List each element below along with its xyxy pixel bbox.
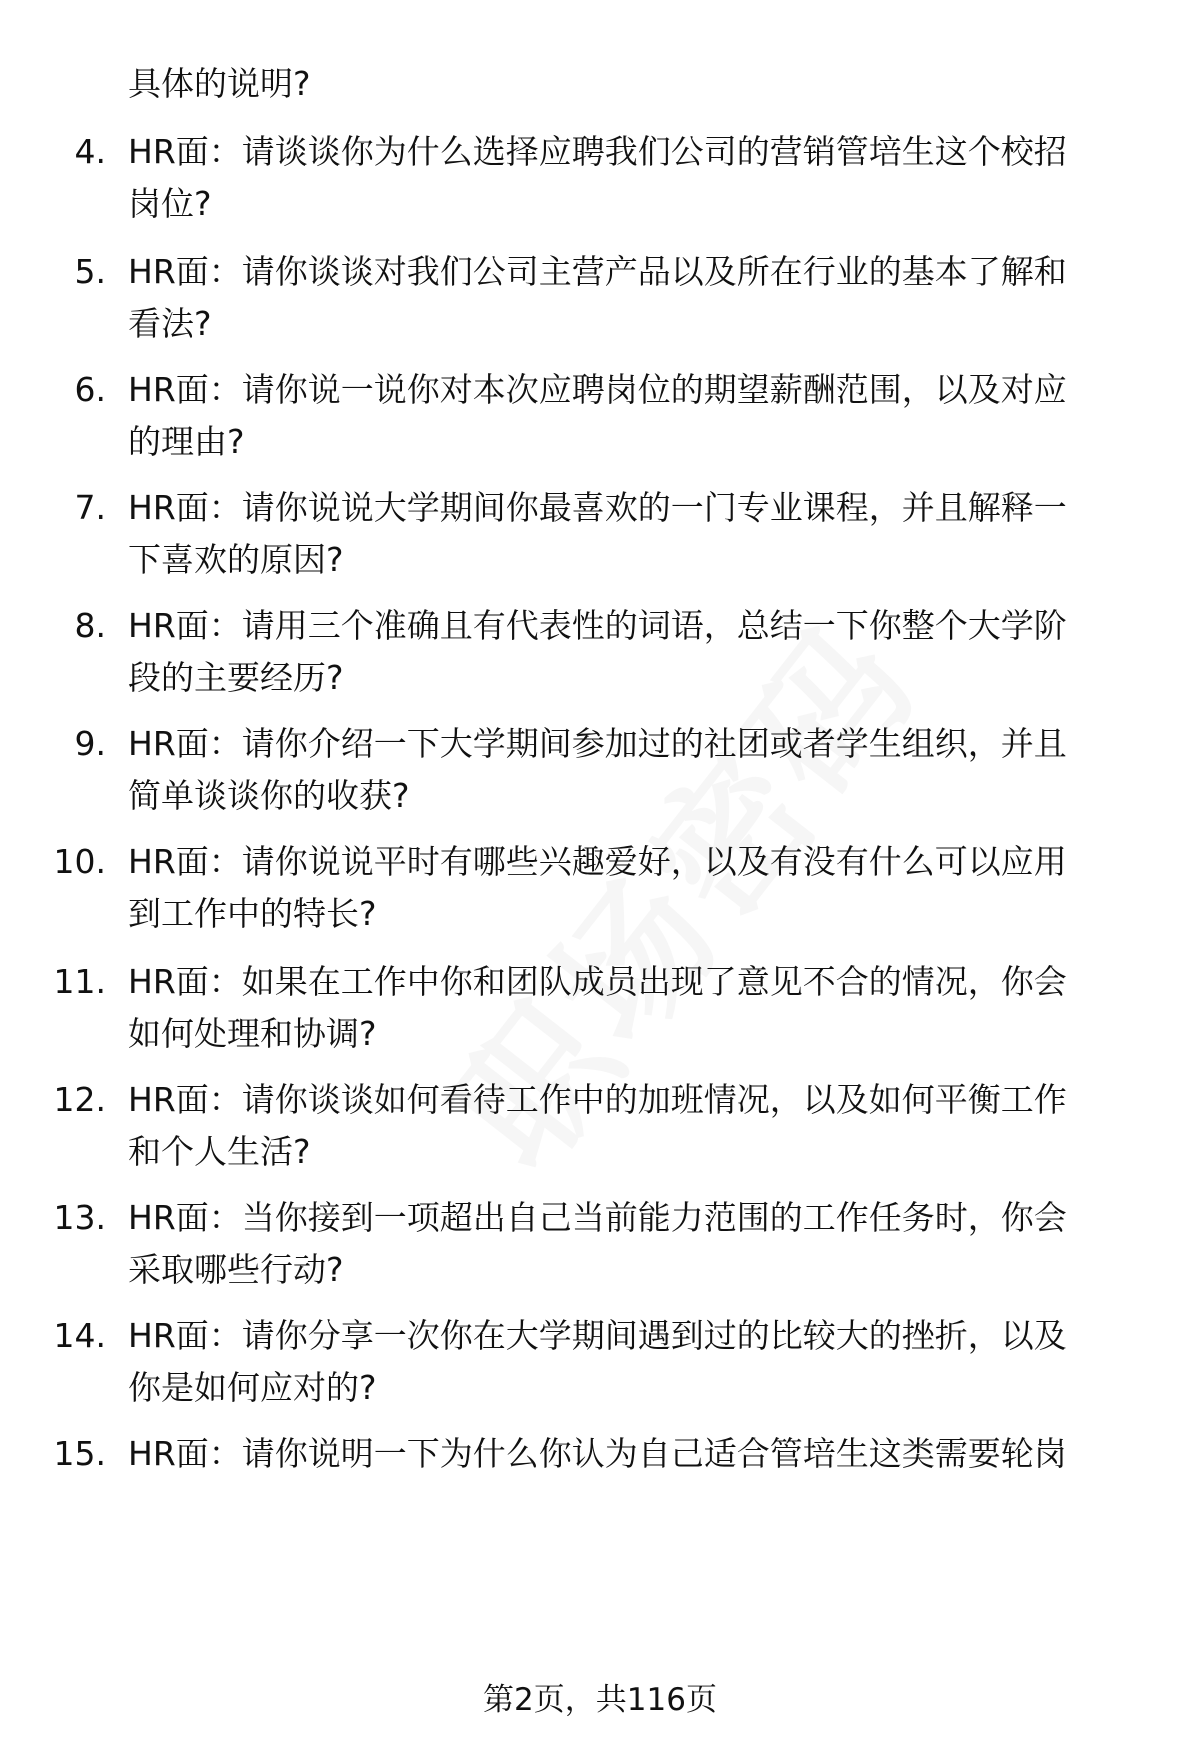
question-line: 的理由? — [128, 422, 245, 461]
question-item — [0, 836, 1200, 946]
question-line: HR面：请你分享一次你在大学期间遇到过的比较大的挫折，以及 — [128, 1316, 1067, 1355]
page-footer: 第2页，共116页 — [483, 1682, 717, 1718]
question-text — [128, 126, 1168, 230]
question-number: 4. — [74, 132, 106, 171]
question-line: HR面：请用三个准确且有代表性的词语，总结一下你整个大学阶 — [128, 606, 1067, 645]
question-line: 和个人生活? — [128, 1132, 311, 1171]
question-item — [0, 1428, 1200, 1538]
question-number: 9. — [74, 724, 106, 763]
question-item — [0, 126, 1200, 236]
question-line: HR面：请你谈谈如何看待工作中的加班情况，以及如何平衡工作 — [128, 1080, 1067, 1119]
question-line: 简单谈谈你的收获? — [128, 776, 410, 815]
question-text — [128, 1074, 1168, 1178]
question-line: HR面：请你谈谈对我们公司主营产品以及所在行业的基本了解和 — [128, 252, 1067, 291]
question-item — [0, 1074, 1200, 1184]
question-item — [0, 364, 1200, 474]
question-line: HR面：请你说一说你对本次应聘岗位的期望薪酬范围，以及对应 — [128, 370, 1067, 409]
question-line: HR面：请你介绍一下大学期间参加过的社团或者学生组织，并且 — [128, 724, 1067, 763]
question-line: 采取哪些行动? — [128, 1250, 344, 1289]
question-line: 下喜欢的原因? — [128, 540, 344, 579]
question-text — [128, 1310, 1168, 1414]
question-item — [0, 1310, 1200, 1420]
question-text — [128, 364, 1168, 468]
question-line: 岗位? — [128, 184, 212, 223]
question-line: 你是如何应对的? — [128, 1368, 377, 1407]
question-number: 6. — [74, 370, 106, 409]
question-text — [128, 956, 1168, 1060]
question-line: HR面：当你接到一项超出自己当前能力范围的工作任务时，你会 — [128, 1198, 1067, 1237]
question-line: HR面：请谈谈你为什么选择应聘我们公司的营销管培生这个校招 — [128, 132, 1067, 171]
question-item — [0, 1192, 1200, 1302]
question-item — [0, 600, 1200, 710]
question-line: HR面：如果在工作中你和团队成员出现了意见不合的情况，你会 — [128, 962, 1067, 1001]
question-line: HR面：请你说明一下为什么你认为自己适合管培生这类需要轮岗 — [128, 1434, 1067, 1473]
question-line: HR面：请你说说大学期间你最喜欢的一门专业课程，并且解释一 — [128, 488, 1067, 527]
question-text — [128, 718, 1168, 822]
question-line: HR面：请你说说平时有哪些兴趣爱好，以及有没有什么可以应用 — [128, 842, 1067, 881]
question-number: 5. — [74, 252, 106, 291]
question-line: 如何处理和协调? — [128, 1014, 377, 1053]
question-number: 13. — [53, 1198, 106, 1237]
question-text — [128, 246, 1168, 350]
question-line: 段的主要经历? — [128, 658, 344, 697]
question-item — [0, 718, 1200, 828]
question-number: 8. — [74, 606, 106, 645]
question-text — [128, 1428, 1168, 1480]
question-number: 7. — [74, 488, 106, 527]
question-text — [128, 482, 1168, 586]
question-text — [128, 600, 1168, 704]
question-item — [0, 956, 1200, 1066]
question-text — [128, 1192, 1168, 1296]
question-item — [0, 482, 1200, 592]
question-number: 12. — [53, 1080, 106, 1119]
question-line: 到工作中的特长? — [128, 894, 377, 933]
question-number: 14. — [53, 1316, 106, 1355]
question-number: 10. — [53, 842, 106, 881]
question-number: 15. — [53, 1434, 106, 1473]
question-text — [128, 836, 1168, 940]
question-item — [0, 246, 1200, 356]
question-line: 看法? — [128, 304, 212, 343]
continuation-text: 具体的说明? — [128, 64, 311, 103]
question-number: 11. — [53, 962, 106, 1001]
